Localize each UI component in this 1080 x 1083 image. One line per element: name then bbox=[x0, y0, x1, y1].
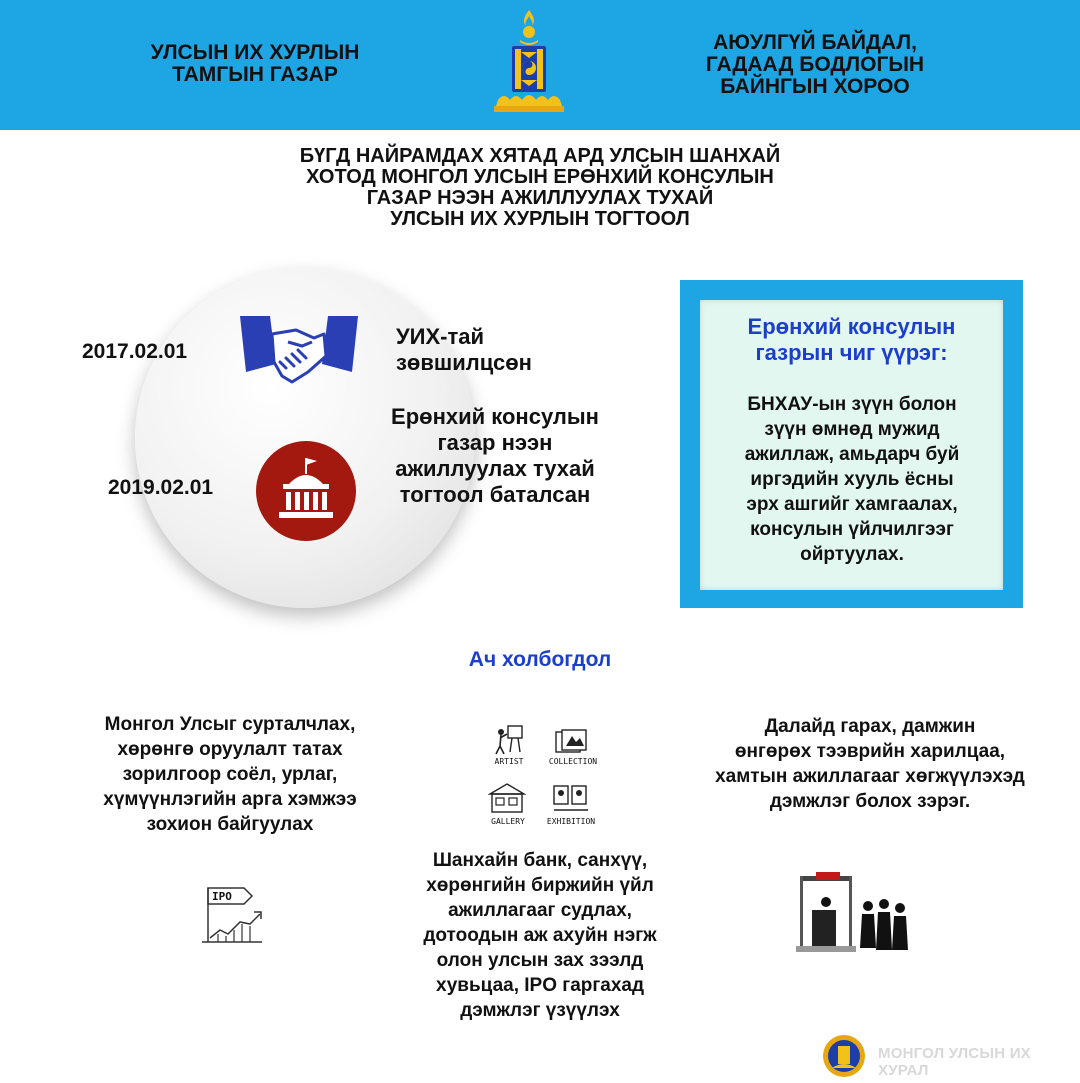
artist-icon bbox=[492, 722, 526, 756]
collection-icon bbox=[554, 728, 588, 756]
gallery-label: GALLERY bbox=[491, 817, 525, 826]
art-icons-group bbox=[486, 722, 604, 828]
ipo-label: IPO bbox=[212, 890, 232, 903]
business-people-exhibition-icon bbox=[796, 870, 916, 960]
page-title: БҮГД НАЙРАМДАХ ХЯТАД АРД УЛСЫН ШАНХАЙ ХОТОД МОНГОЛ УЛСЫН ЕРӨНХИЙ КОНСУЛЫН ГАЗАР НЭЭН АЖИЛЛУУЛАХ ТУХАЙ УЛСЫН ИХ ХУРЛЫН ТОГТООЛ bbox=[299, 145, 781, 230]
significance-left-text: Монгол Улсыг сурталчлах, хөрөнгө оруулалт татах зорилгоор соёл, урлаг, хүмүүнлэгийн арга хэмжээ зохион байгуулах bbox=[103, 714, 357, 835]
header-right-title: АЮУЛГҮЙ БАЙДАЛ, ГАДААД БОДЛОГЫН БАЙНГЫН ХОРОО bbox=[705, 31, 925, 98]
significance-heading: Ач холбогдол bbox=[468, 648, 612, 671]
significance-center-text: Шанхайн банк, санхүү, хөрөнгийн биржийн үйл ажиллагааг судлах, дотоодын аж ахуйн нэгж олон улсын зах зээлд хувьцаа, IPO гаргахад дэмжлэг үзүүлэх bbox=[423, 850, 657, 1021]
soyombo-emblem-icon bbox=[490, 8, 568, 116]
mandate-text: БНХАУ-ын зүүн болон зүүн өмнөд мужид ажиллаж, амьдарч буй иргэдийн хууль ёсны эрх ашгийг хамгаалах, консулын үйлчилгээг ойртуулах. bbox=[744, 394, 960, 565]
timeline-event-2017: УИХ-тай зөвшилцсөн bbox=[396, 324, 532, 375]
exhibition-label: EXHIBITION bbox=[546, 817, 596, 826]
significance-right-text: Далайд гарах, дамжин өнгөрөх тээврийн харилцаа, хамтын ажиллагааг хөгжүүлэхэд дэмжлэг болох зэрэг. bbox=[715, 716, 1025, 812]
handshake-icon bbox=[238, 312, 360, 386]
timeline-event-2019: Ерөнхий консулын газар нээн ажиллуулах тухай тогтоол баталсан bbox=[391, 404, 599, 507]
parliament-building-icon bbox=[255, 440, 357, 542]
ipo-growth-chart-icon bbox=[200, 884, 264, 946]
gallery-icon bbox=[488, 782, 526, 814]
artist-label: ARTIST bbox=[494, 757, 524, 766]
timeline-date-2019: 2019.02.01 bbox=[108, 476, 214, 499]
footer-text: МОНГОЛ УЛСЫН ИХ ХУРАЛ bbox=[878, 1045, 1031, 1079]
exhibition-icon bbox=[552, 784, 590, 814]
parliament-seal-icon bbox=[822, 1034, 866, 1078]
header-left-title: УЛСЫН ИХ ХУРЛЫН ТАМГЫН ГАЗАР bbox=[150, 41, 360, 86]
timeline-date-2017: 2017.02.01 bbox=[82, 340, 188, 363]
mandate-title: Ерөнхий консулын газрын чиг үүрэг: bbox=[747, 314, 956, 365]
collection-label: COLLECTION bbox=[548, 757, 598, 766]
